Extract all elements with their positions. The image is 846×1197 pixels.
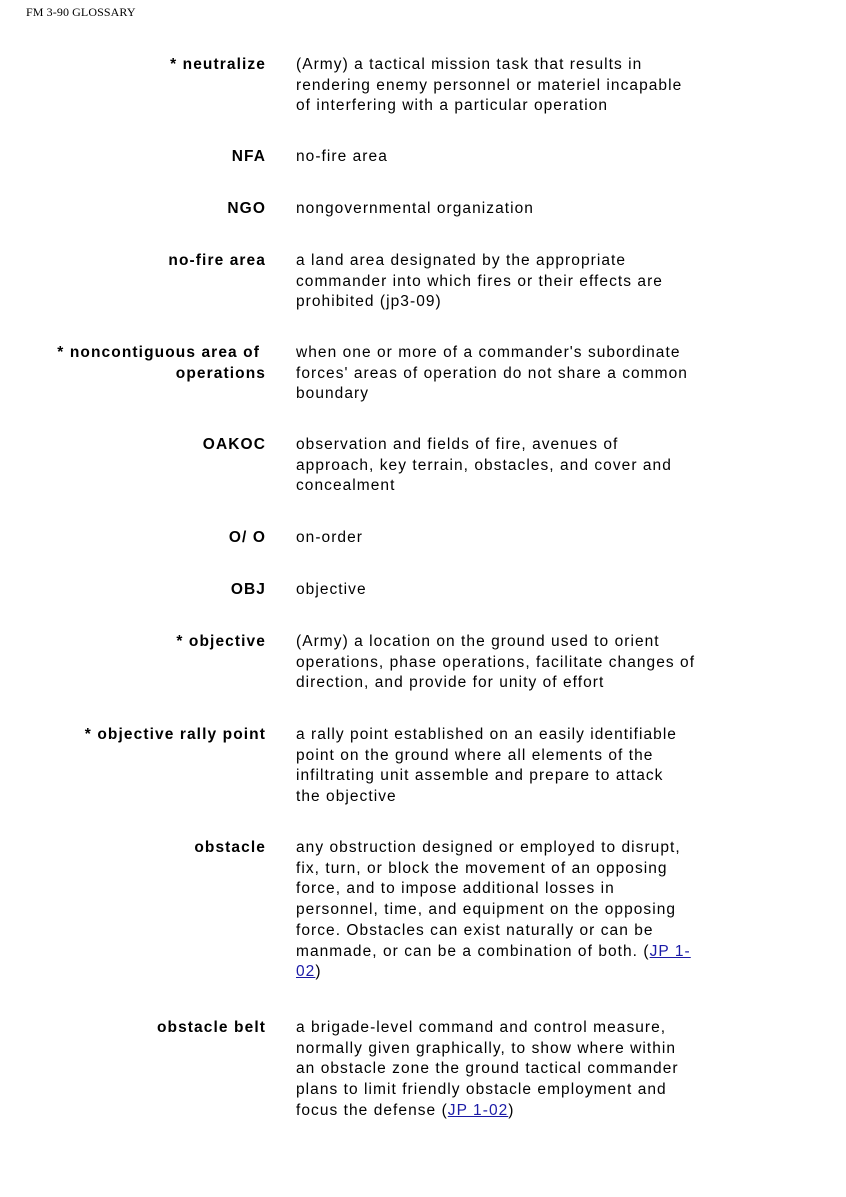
text-run: ) bbox=[315, 963, 322, 981]
definition-line: concealment bbox=[296, 477, 396, 495]
definition-line: personnel, time, and equipment on the opposing bbox=[296, 901, 677, 919]
text-run: manmade, or can be a combination of both. ( bbox=[296, 942, 650, 960]
glossary-definition bbox=[296, 580, 746, 601]
definition-line: (Army) a tactical mission task that results in bbox=[296, 56, 643, 73]
definition-line: prohibited (jp3-09) bbox=[296, 293, 442, 311]
definition-line: observation and fields of fire, avenues of bbox=[296, 436, 619, 453]
definition-line bbox=[296, 962, 746, 983]
glossary-term: no-fire area bbox=[168, 252, 266, 269]
glossary-definition bbox=[296, 147, 746, 168]
definition-line: objective bbox=[296, 581, 367, 598]
definition-line: force, and to impose additional losses in bbox=[296, 880, 615, 898]
definition-line: a rally point established on an easily identifiable bbox=[296, 726, 677, 743]
definition-line: operations, phase operations, facilitate changes of bbox=[296, 653, 696, 671]
definition-line bbox=[296, 1101, 746, 1122]
definition-line: infiltrating unit assemble and prepare to attack bbox=[296, 767, 664, 785]
glossary-term: * objective rally point bbox=[84, 726, 266, 743]
definition-line: force. Obstacles can exist naturally or can be bbox=[296, 921, 654, 939]
definition-line: forces' areas of operation do not share a common bbox=[296, 364, 688, 382]
definition-line: fix, turn, or block the movement of an opposing bbox=[296, 859, 668, 877]
glossary-definition bbox=[296, 1018, 746, 1122]
jp-1-02-reference-link[interactable]: JP 1-02 bbox=[447, 1101, 509, 1119]
jp-1-02-reference-link[interactable]: JP 1- bbox=[649, 942, 691, 960]
definition-line: commander into which fires or their effects are bbox=[296, 272, 663, 290]
definition-line bbox=[296, 942, 746, 963]
glossary-definition bbox=[296, 251, 746, 313]
definition-line: nongovernmental organization bbox=[296, 200, 534, 217]
glossary-term: OAKOC bbox=[202, 436, 266, 453]
definition-line: point on the ground where all elements of the bbox=[296, 746, 654, 764]
glossary-definition bbox=[296, 725, 746, 808]
glossary-definition bbox=[296, 435, 746, 497]
definition-line: plans to limit friendly obstacle employment and bbox=[296, 1081, 667, 1099]
definition-line: any obstruction designed or employed to disrupt, bbox=[296, 839, 681, 856]
glossary-definition bbox=[296, 632, 746, 694]
definition-line: rendering enemy personnel or materiel incapable bbox=[296, 76, 683, 94]
glossary-definition bbox=[296, 55, 746, 117]
text-run: ) bbox=[508, 1101, 515, 1119]
term-line: operations bbox=[175, 364, 266, 382]
definition-line: on-order bbox=[296, 529, 363, 546]
glossary-term: O/ O bbox=[228, 529, 266, 546]
definition-line: an obstacle zone the ground tactical commander bbox=[296, 1060, 679, 1078]
glossary-term: NGO bbox=[227, 200, 266, 217]
glossary-term: * objective bbox=[176, 633, 266, 650]
glossary-definition bbox=[296, 838, 746, 983]
definition-line: (Army) a location on the ground used to orient bbox=[296, 633, 660, 650]
glossary-definition bbox=[296, 528, 746, 549]
glossary-term: obstacle bbox=[194, 839, 266, 856]
definition-line: the objective bbox=[296, 788, 397, 806]
definition-line: approach, key terrain, obstacles, and cover and bbox=[296, 456, 672, 474]
jp-1-02-reference-link-continued[interactable]: 02 bbox=[296, 963, 316, 981]
glossary-term: * neutralize bbox=[170, 56, 266, 73]
definition-line: a brigade-level command and control measure, bbox=[296, 1019, 667, 1036]
definition-line: when one or more of a commander's subordinate bbox=[296, 344, 681, 361]
text-run: focus the defense ( bbox=[296, 1101, 448, 1119]
definition-line: normally given graphically, to show where within bbox=[296, 1039, 677, 1057]
glossary-term bbox=[6, 343, 266, 384]
definition-line: a land area designated by the appropriate bbox=[296, 252, 627, 269]
definition-line: of interfering with a particular operation bbox=[296, 97, 609, 115]
glossary-term: OBJ bbox=[230, 581, 266, 598]
glossary-term: NFA bbox=[231, 148, 266, 165]
definition-line: no-fire area bbox=[296, 148, 388, 165]
term-line: * noncontiguous area of bbox=[57, 344, 260, 361]
glossary-definition bbox=[296, 199, 746, 220]
glossary-definition bbox=[296, 343, 746, 405]
glossary-term: obstacle belt bbox=[156, 1019, 266, 1036]
definition-line: boundary bbox=[296, 385, 370, 403]
definition-line: direction, and provide for unity of effort bbox=[296, 674, 605, 692]
running-header: FM 3-90 GLOSSARY bbox=[26, 5, 136, 19]
